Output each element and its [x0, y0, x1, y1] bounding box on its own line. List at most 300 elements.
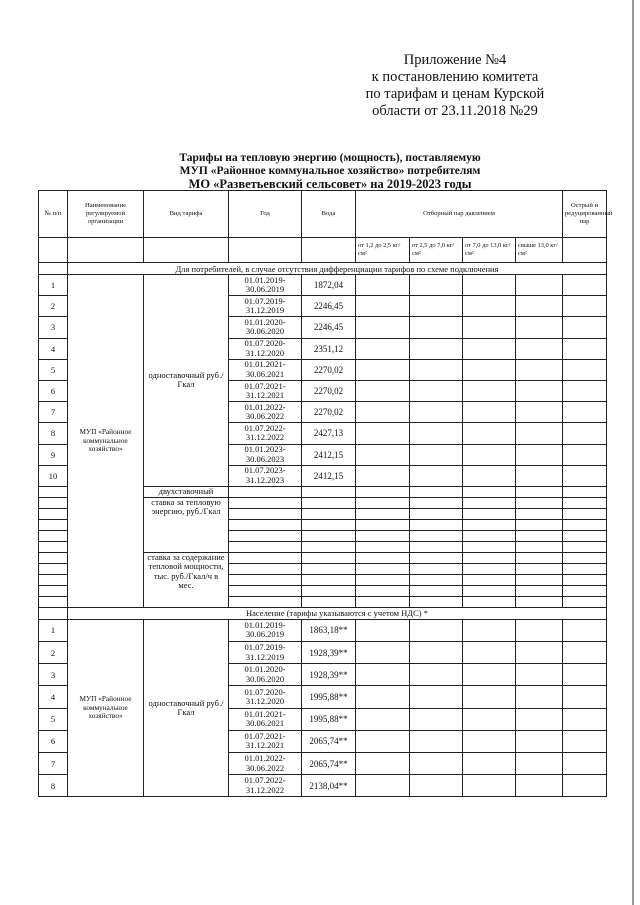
empty-cell [39, 486, 68, 497]
empty-cell [39, 596, 68, 607]
empty-cell [563, 596, 607, 607]
empty-cell [356, 664, 410, 686]
period-start: 01.07.2023- [244, 465, 286, 476]
header-pressure-2: от 2,5 до 7,0 кг/см² [410, 238, 463, 263]
water-tariff-value: 2427,13 [302, 423, 356, 444]
empty-cell [516, 402, 563, 423]
appendix-line: по тарифам и ценам Курской [365, 86, 545, 102]
empty-cell [356, 275, 410, 296]
row-number: 3 [39, 664, 68, 686]
empty-cell [410, 686, 463, 708]
empty-cell [463, 380, 516, 401]
empty-cell [302, 497, 356, 508]
section-row [39, 607, 607, 619]
empty-cell [463, 563, 516, 574]
empty-cell [356, 296, 410, 317]
empty-cell [563, 708, 607, 730]
header-year: Год [229, 191, 302, 238]
organization-cell: МУП «Районное коммунальное хозяйство» [68, 275, 144, 608]
empty-cell [302, 530, 356, 541]
empty-cell [516, 530, 563, 541]
period-cell [229, 402, 302, 423]
empty-cell [410, 753, 463, 775]
table-row [39, 619, 607, 641]
empty-cell [516, 664, 563, 686]
water-tariff-value: 2270,02 [302, 380, 356, 401]
period-end: 30.06.2020 [245, 326, 285, 337]
empty-cell [39, 552, 68, 563]
period-end: 30.06.2019 [245, 629, 285, 640]
empty-cell [356, 519, 410, 530]
empty-cell [302, 596, 356, 607]
empty-cell [356, 497, 410, 508]
period-end: 30.06.2020 [245, 673, 285, 684]
empty-cell [463, 574, 516, 585]
header-num: № п/п [39, 191, 68, 238]
period-start: 01.01.2022- [244, 753, 286, 764]
empty-cell [463, 402, 516, 423]
empty-cell [563, 775, 607, 797]
period-cell [229, 444, 302, 465]
row-number: 5 [39, 708, 68, 730]
row-number: 5 [39, 359, 68, 380]
empty-cell [563, 380, 607, 401]
period-cell [229, 686, 302, 708]
empty-cell [410, 708, 463, 730]
row-number: 9 [39, 444, 68, 465]
water-tariff-value: 1995,88** [302, 686, 356, 708]
water-tariff-value: 1995,88** [302, 708, 356, 730]
empty-cell [463, 596, 516, 607]
row-number: 4 [39, 686, 68, 708]
empty-cell [563, 444, 607, 465]
empty-cell [302, 585, 356, 596]
empty-cell [410, 486, 463, 497]
empty-cell [410, 380, 463, 401]
empty-cell [356, 775, 410, 797]
empty-cell [463, 423, 516, 444]
section-title: Население (тарифы указываются с учетом НДС) * [68, 607, 607, 619]
empty-cell [463, 497, 516, 508]
title-line: Тарифы на тепловую энергию (мощность), поставляемую [179, 152, 481, 164]
empty-cell [410, 497, 463, 508]
empty-cell [302, 519, 356, 530]
period-end: 30.06.2022 [245, 411, 285, 422]
row-number: 8 [39, 423, 68, 444]
empty-cell [410, 619, 463, 641]
row-number: 2 [39, 642, 68, 664]
empty-cell [516, 444, 563, 465]
empty-cell [410, 465, 463, 486]
period-end: 31.12.2021 [245, 390, 285, 401]
row-number: 10 [39, 465, 68, 486]
title-line: МО «Разветьевский сельсовет» на 2019-2023 годы [188, 177, 472, 191]
empty-cell [516, 380, 563, 401]
row-number: 1 [39, 275, 68, 296]
empty-cell [563, 508, 607, 519]
header-steam: Отборный пар давлением [356, 191, 563, 238]
empty-cell [516, 465, 563, 486]
period-end: 31.12.2021 [245, 740, 285, 751]
empty-cell [356, 486, 410, 497]
empty-cell [302, 541, 356, 552]
row-number: 2 [39, 296, 68, 317]
period-end: 31.12.2019 [245, 651, 285, 662]
empty-cell [516, 585, 563, 596]
period-cell [229, 775, 302, 797]
row-number: 7 [39, 753, 68, 775]
empty-cell [39, 607, 68, 619]
empty-cell [356, 730, 410, 752]
empty-cell [410, 574, 463, 585]
empty-cell [516, 508, 563, 519]
period-cell [229, 317, 302, 338]
period-cell [229, 664, 302, 686]
empty-cell [563, 574, 607, 585]
empty-cell [410, 402, 463, 423]
empty-cell [516, 753, 563, 775]
empty-cell [229, 508, 302, 519]
empty-cell [463, 444, 516, 465]
empty-cell [356, 619, 410, 641]
empty-cell [463, 708, 516, 730]
empty-cell [563, 530, 607, 541]
empty-cell [563, 753, 607, 775]
period-end: 31.12.2020 [245, 696, 285, 707]
empty-cell [356, 423, 410, 444]
empty-cell [516, 619, 563, 641]
period-end: 30.06.2022 [245, 762, 285, 773]
table-row [39, 275, 607, 296]
empty-cell [463, 508, 516, 519]
empty-cell [563, 541, 607, 552]
empty-cell [356, 585, 410, 596]
period-cell [229, 380, 302, 401]
empty-cell [463, 486, 516, 497]
header-water: Вода [302, 191, 356, 238]
empty-cell [410, 596, 463, 607]
empty-cell [516, 563, 563, 574]
empty-cell [563, 497, 607, 508]
empty-cell [356, 596, 410, 607]
scan-edge [632, 0, 634, 905]
empty-cell [356, 530, 410, 541]
empty-cell [410, 585, 463, 596]
empty-cell [410, 444, 463, 465]
organization-cell: МУП «Районное коммунальное хозяйство» [68, 619, 144, 797]
empty-cell [229, 552, 302, 563]
empty-cell [356, 563, 410, 574]
period-start: 01.01.2021- [244, 359, 286, 370]
empty-cell [463, 642, 516, 664]
header-pressure-3: от 7,0 до 13,0 кг/см² [463, 238, 516, 263]
empty-cell [229, 530, 302, 541]
empty-cell [463, 465, 516, 486]
empty-cell [463, 296, 516, 317]
empty-cell [516, 359, 563, 380]
empty-cell [39, 508, 68, 519]
empty-cell [39, 530, 68, 541]
period-start: 01.07.2021- [244, 730, 286, 741]
empty-cell [410, 519, 463, 530]
period-start: 01.01.2021- [244, 708, 286, 719]
water-tariff-value: 2412,15 [302, 444, 356, 465]
empty-cell [356, 508, 410, 519]
empty-cell [463, 664, 516, 686]
period-cell [229, 753, 302, 775]
two-part-label: двухставочный [144, 486, 229, 497]
empty-cell [410, 664, 463, 686]
empty-cell [516, 486, 563, 497]
empty-cell [516, 552, 563, 563]
empty-cell [410, 423, 463, 444]
document-title [120, 152, 540, 191]
period-cell [229, 359, 302, 380]
header-row [39, 191, 607, 238]
water-tariff-value: 2065,74** [302, 730, 356, 752]
empty-cell [356, 642, 410, 664]
period-cell [229, 730, 302, 752]
period-cell [229, 619, 302, 641]
empty-cell [516, 642, 563, 664]
empty-cell [516, 275, 563, 296]
empty-cell [463, 338, 516, 359]
header-pressure-4: свыше 13,0 кг/см² [516, 238, 563, 263]
empty-cell [563, 423, 607, 444]
section-title: Для потребителей, в случае отсутствия дифференциации тарифов по схеме подключения [68, 263, 607, 275]
empty-cell [516, 541, 563, 552]
period-end: 30.06.2019 [245, 284, 285, 295]
empty-cell [302, 508, 356, 519]
empty-cell [463, 753, 516, 775]
water-tariff-value: 2270,02 [302, 402, 356, 423]
empty-cell [516, 574, 563, 585]
tariff-kind-cell: одноставочный руб./Гкал [144, 275, 229, 487]
empty-cell [516, 423, 563, 444]
empty-cell [563, 275, 607, 296]
period-cell [229, 423, 302, 444]
empty-cell [356, 753, 410, 775]
empty-cell [563, 296, 607, 317]
empty-cell [302, 486, 356, 497]
empty-cell [563, 730, 607, 752]
period-cell [229, 275, 302, 296]
period-start: 01.01.2022- [244, 401, 286, 412]
empty-cell [39, 585, 68, 596]
empty-cell [229, 519, 302, 530]
empty-cell [463, 552, 516, 563]
empty-cell [463, 317, 516, 338]
appendix-block [330, 52, 580, 120]
period-start: 01.07.2020- [244, 338, 286, 349]
header-kind: Вид тарифа [144, 191, 229, 238]
empty-cell [463, 585, 516, 596]
empty-cell [229, 585, 302, 596]
empty-cell [410, 338, 463, 359]
period-start: 01.07.2021- [244, 380, 286, 391]
appendix-line: Приложение №4 [403, 52, 507, 68]
empty-cell [563, 465, 607, 486]
empty-cell [463, 686, 516, 708]
empty-cell [410, 552, 463, 563]
period-cell [229, 465, 302, 486]
period-cell [229, 642, 302, 664]
period-cell [229, 708, 302, 730]
empty-cell [356, 359, 410, 380]
row-number: 1 [39, 619, 68, 641]
empty-cell [356, 708, 410, 730]
empty-cell [516, 730, 563, 752]
empty-cell [516, 338, 563, 359]
header-row-2 [39, 238, 607, 263]
empty-cell [356, 444, 410, 465]
appendix-line: к постановлению комитета [371, 69, 539, 85]
tariff-kind-cell: одноставочный руб./Гкал [144, 619, 229, 797]
period-start: 01.01.2023- [244, 444, 286, 455]
period-start: 01.07.2019- [244, 295, 286, 306]
water-tariff-value: 1928,39** [302, 642, 356, 664]
empty-cell [563, 686, 607, 708]
empty-cell [39, 574, 68, 585]
empty-cell [410, 275, 463, 296]
empty-cell [516, 317, 563, 338]
empty-cell [563, 519, 607, 530]
empty-cell [356, 574, 410, 585]
empty-cell [410, 508, 463, 519]
empty-cell [516, 497, 563, 508]
empty-cell [229, 497, 302, 508]
empty-cell [39, 497, 68, 508]
water-tariff-value: 1928,39** [302, 664, 356, 686]
empty-cell [229, 541, 302, 552]
empty-cell [229, 486, 302, 497]
empty-cell [410, 359, 463, 380]
empty-cell [302, 563, 356, 574]
empty-cell [563, 585, 607, 596]
row-number: 7 [39, 402, 68, 423]
empty-cell [410, 530, 463, 541]
empty-cell [356, 465, 410, 486]
water-tariff-value: 2246,45 [302, 296, 356, 317]
period-end: 31.12.2022 [245, 432, 285, 443]
period-end: 31.12.2022 [245, 784, 285, 795]
empty-cell [356, 380, 410, 401]
empty-cell [410, 642, 463, 664]
row-number: 6 [39, 380, 68, 401]
water-tariff-value: 1872,04 [302, 275, 356, 296]
empty-cell [563, 552, 607, 563]
empty-cell [410, 730, 463, 752]
period-start: 01.01.2019- [244, 274, 286, 285]
header-reduced: Острый и редуцированный пар [563, 191, 607, 238]
empty-cell [356, 552, 410, 563]
empty-cell [516, 596, 563, 607]
empty-cell [516, 519, 563, 530]
empty-cell [463, 541, 516, 552]
water-tariff-value: 1863,18** [302, 619, 356, 641]
row-number: 4 [39, 338, 68, 359]
water-tariff-value: 2065,74** [302, 753, 356, 775]
empty-cell [410, 317, 463, 338]
empty-cell [563, 359, 607, 380]
empty-cell [410, 541, 463, 552]
empty-cell [463, 519, 516, 530]
tariff-table [38, 190, 613, 797]
row-number: 6 [39, 730, 68, 752]
empty-cell [516, 296, 563, 317]
empty-cell [410, 296, 463, 317]
empty-cell [39, 541, 68, 552]
period-cell [229, 338, 302, 359]
empty-cell [563, 664, 607, 686]
period-end: 30.06.2021 [245, 368, 285, 379]
empty-cell [563, 619, 607, 641]
section-row [39, 263, 607, 275]
empty-cell [563, 642, 607, 664]
empty-cell [410, 775, 463, 797]
appendix-line: области от 23.11.2018 №29 [372, 103, 538, 119]
empty-cell [516, 775, 563, 797]
period-end: 31.12.2020 [245, 347, 285, 358]
empty-cell [302, 552, 356, 563]
water-tariff-value: 2351,12 [302, 338, 356, 359]
empty-cell [229, 563, 302, 574]
energy-rate-label: ставка за тепловую энергию, руб./Гкал [144, 497, 229, 552]
empty-cell [356, 541, 410, 552]
empty-cell [516, 686, 563, 708]
capacity-rate-label: ставка за содержание тепловой мощности, тыс. руб./Гкал/ч в мес. [144, 552, 229, 607]
empty-cell [463, 275, 516, 296]
empty-cell [356, 402, 410, 423]
period-start: 01.01.2019- [244, 619, 286, 630]
water-tariff-value: 2246,45 [302, 317, 356, 338]
period-start: 01.01.2020- [244, 664, 286, 675]
title-line: МУП «Районное коммунальное хозяйство» потребителям [179, 165, 481, 177]
empty-cell [229, 574, 302, 585]
period-end: 30.06.2023 [245, 453, 285, 464]
period-end: 31.12.2019 [245, 305, 285, 316]
empty-cell [463, 619, 516, 641]
header-org: Наименование регулируемой организации [68, 191, 144, 238]
row-number: 3 [39, 317, 68, 338]
period-start: 01.07.2019- [244, 642, 286, 653]
empty-cell [463, 530, 516, 541]
empty-cell [39, 519, 68, 530]
header-pressure-1: от 1,2 до 2,5 кг/см² [356, 238, 410, 263]
period-cell [229, 296, 302, 317]
row-number: 8 [39, 775, 68, 797]
empty-cell [463, 775, 516, 797]
empty-cell [356, 686, 410, 708]
empty-cell [463, 359, 516, 380]
empty-cell [39, 563, 68, 574]
water-tariff-value: 2138,04** [302, 775, 356, 797]
empty-cell [356, 317, 410, 338]
water-tariff-value: 2412,15 [302, 465, 356, 486]
empty-cell [463, 730, 516, 752]
empty-cell [563, 402, 607, 423]
empty-cell [563, 338, 607, 359]
period-start: 01.07.2020- [244, 686, 286, 697]
period-start: 01.01.2020- [244, 316, 286, 327]
empty-cell [563, 563, 607, 574]
empty-cell [356, 338, 410, 359]
empty-cell [563, 317, 607, 338]
empty-cell [516, 708, 563, 730]
water-tariff-value: 2270,02 [302, 359, 356, 380]
empty-cell [302, 574, 356, 585]
empty-cell [410, 563, 463, 574]
